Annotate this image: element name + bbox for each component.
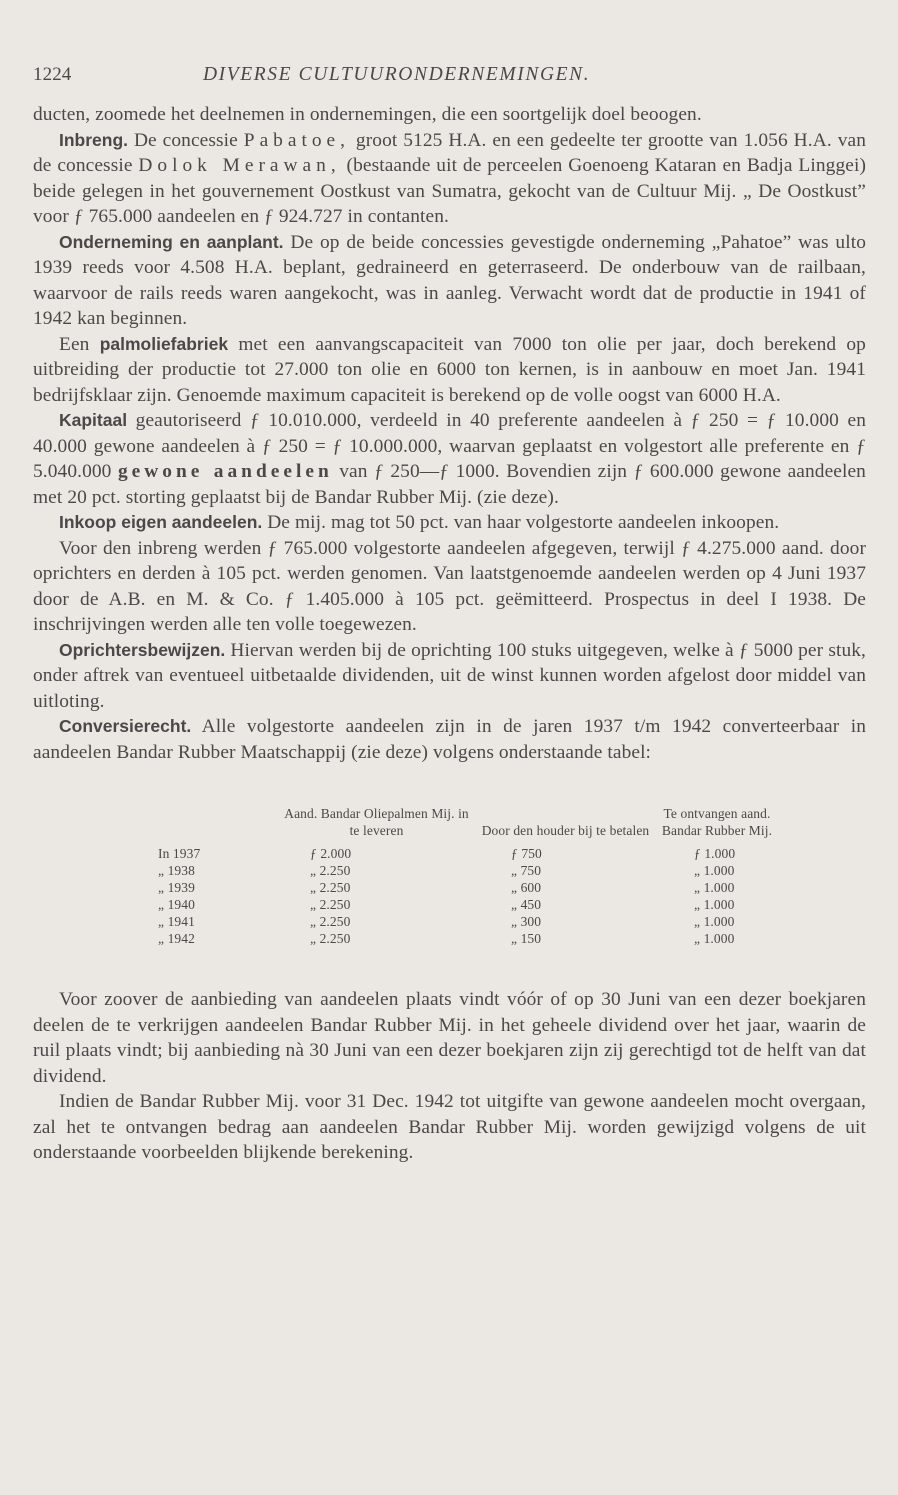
table-cell: „ 1942 (158, 931, 195, 946)
table-cell: „ 1.000 (694, 863, 735, 878)
conversion-table-wrapper (158, 805, 778, 947)
table-cell: „ 1939 (158, 880, 195, 895)
paragraph-text: Voor zoover de aanbieding van aandeelen plaats vindt vóór of op 30 Juni van een dezer boekjaren deelen de te verkrijgen aandeelen Bandar Rubber Mij. in het geheele dividend over het jaar, waarin de ruil plaats vindt; bij aanbieding nà 30 Juni van een dezer boekjaren zijn zij gerechtigd tot de helft van dat dividend. (33, 989, 866, 1087)
paragraph-oprichtersbewijzen (33, 638, 866, 715)
section-heading: Onderneming en aanplant. (59, 231, 284, 252)
table-cell: „ 750 (511, 863, 542, 878)
paragraph-text: Indien de Bandar Rubber Mij. voor 31 Dec. 1942 tot uitgifte van gewone aandeelen mocht overgaan, zal het te ontvangen bedrag aan aandeelen Bandar Rubber Mij. worden gewijzigd volgens de uit onderstaande voorbeelden blijkende berekening. (33, 1091, 866, 1163)
table-cell: „ 150 (511, 931, 542, 946)
section-heading: Oprichtersbewijzen. (59, 639, 226, 660)
paragraph-text: De concessie (128, 129, 244, 151)
spaced-name: Dolok Merawan, (138, 155, 341, 176)
table-cell: „ 1941 (158, 914, 195, 929)
table-cell: „ 450 (511, 897, 542, 912)
paragraph-text: ducten, zoomede het deelnemen in ondernemingen, die een soortgelijk doel beoogen. (33, 104, 702, 125)
paragraph-text: van ƒ 250—ƒ 1000. Bovendien zijn ƒ 600.000 gewone aandeelen met 20 pct. storting geplaatst bij de Bandar Rubber Mij. (zie deze). (33, 461, 866, 508)
paragraph-aanbieding (33, 987, 866, 1089)
section-heading: Inkoop eigen aandeelen. (59, 512, 263, 532)
table-row (158, 930, 778, 947)
section-heading: Inbreng. (59, 129, 129, 150)
paragraph-text: groot 5125 H.A. en een gedeelte ter grootte van 1.056 H.A. van de concessie (33, 129, 866, 176)
paragraph-text: Hiervan werden bij de oprichting 100 stuks uitgegeven, welke à ƒ 5000 per stuk, onder aftrek van eventueel uitbetaalde dividenden, uit de winst kunnen worden afgelost door middel van uitloting. (33, 639, 866, 712)
table-cell: „ 1938 (158, 863, 195, 878)
table-cell: „ 1.000 (694, 880, 735, 895)
paragraph-continuation (33, 102, 866, 128)
table-header-cell: Aand. Bandar Oliepalmen Mij. in te leveren (284, 806, 469, 838)
table-cell: „ 2.250 (310, 931, 351, 946)
paragraph-palmoliefabriek (33, 332, 866, 409)
paragraph-uitgifte (33, 1089, 866, 1166)
paragraph-text: (bestaande uit de perceelen Goenoeng Kataran en Badja Linggei) beide gelegen in het gouvernement Oostkust van Sumatra, gekocht van de Cultuur Mij. „ De Oostkust” voor ƒ 765.000 aandeelen en ƒ 924.727 in contanten. (33, 155, 866, 227)
table-cell: ƒ 750 (511, 846, 542, 861)
page-number: 1224 (33, 64, 72, 85)
table-row (158, 845, 778, 862)
table-header-cell: Door den houder bij te betalen (481, 823, 650, 838)
running-title: DIVERSE CULTUURONDERNEMINGEN. (203, 64, 591, 85)
table-cell: „ 1.000 (694, 931, 735, 946)
table-row (158, 913, 778, 930)
paragraph-text: Voor den inbreng werden ƒ 765.000 volgestorte aandeelen afgegeven, terwijl ƒ 4.275.000 aand. door oprichters en derden à 105 pct. werden genomen. Van laatstgenoemde aandeelen werden op 4 Juni 1937 door de A.B. en M. & Co. ƒ 1.405.000 à 105 pct. geëmitteerd. Prospectus in deel I 1938. De inschrijvingen werden alle ten volle toegewezen. (33, 537, 866, 635)
table-cell: „ 600 (511, 880, 542, 895)
table-cell: „ 2.250 (310, 897, 351, 912)
paragraph-conversierecht (33, 714, 866, 765)
paragraph-inkoop (33, 510, 866, 536)
paragraph-inbreng (33, 128, 866, 230)
conversion-table (158, 805, 778, 947)
table-header-row (158, 805, 778, 845)
table-row (158, 896, 778, 913)
table-header-year (158, 805, 278, 845)
table-cell: ƒ 2.000 (310, 846, 352, 861)
paragraph-text: geautoriseerd ƒ 10.010.000, verdeeld in 40 preferente aandeelen à ƒ 250 = ƒ 10.000 en 40.000 gewone aandeelen à ƒ 250 = ƒ 10.000.000, waarvan geplaatst en volgestort alle preferente en ƒ 5.040.000 (33, 410, 866, 482)
table-cell: „ 1.000 (694, 914, 735, 929)
spaced-name: Pabatoe, (243, 129, 351, 151)
paragraph-text: De mij. mag tot 50 pct. van haar volgestorte aandeelen inkoopen. (262, 512, 780, 533)
table-cell: „ 300 (511, 914, 542, 929)
paragraph-text: Een (59, 333, 100, 355)
table-cell: „ 2.250 (310, 880, 351, 895)
paragraph-inbreng-aandeelen (33, 536, 866, 638)
section-heading: Conversierecht. (59, 716, 192, 736)
spaced-emphasis: gewone aandeelen (117, 461, 333, 482)
table-cell: ƒ 1.000 (694, 846, 736, 861)
table-row (158, 879, 778, 896)
table-cell: „ 2.250 (310, 863, 351, 878)
section-heading: Kapitaal (59, 410, 128, 430)
paragraph-onderneming (33, 230, 866, 332)
paragraph-kapitaal (33, 408, 866, 510)
paragraph-text: De op de beide concessies gevestigde onderneming „Pahatoe” was ulto 1939 reeds voor 4.508 H.A. beplant, gedraineerd en geterraseerd. De onderbouw van de railbaan, waarvoor de rails reeds waren aangekocht, was in aanleg. Verwacht wordt dat de productie in 1941 of 1942 kan beginnen. (33, 231, 866, 329)
section-heading: palmoliefabriek (99, 333, 229, 354)
table-cell: In 1937 (158, 846, 201, 861)
table-cell: „ 1.000 (694, 897, 735, 912)
table-cell: „ 1940 (158, 897, 195, 912)
running-header (33, 62, 866, 102)
table-row (158, 862, 778, 879)
paragraph-text: met een aanvangscapaciteit van 7000 ton olie per jaar, doch berekend op uitbreiding der productie tot 27.000 ton olie en 6000 ton kernen, is in aanbouw en moet Jan. 1941 bedrijfsklaar zijn. Genoemde maximum capaciteit is berekend op de volle oogst van 6000 H.A. (33, 333, 866, 406)
table-cell: „ 2.250 (310, 914, 351, 929)
table-header-cell: Te ontvangen aand. Bandar Rubber Mij. (661, 806, 773, 838)
paragraph-text: Alle volgestorte aandeelen zijn in de jaren 1937 t/m 1942 converteerbaar in aandeelen Bandar Rubber Maatschappij (zie deze) volgens onderstaande tabel: (33, 716, 866, 763)
